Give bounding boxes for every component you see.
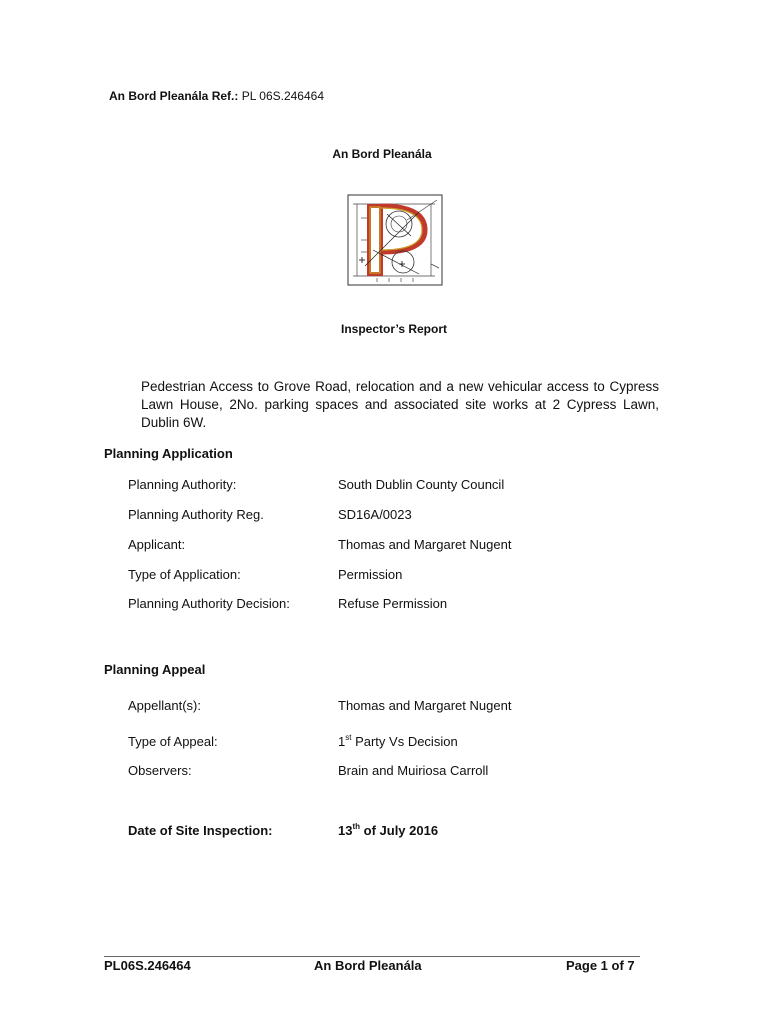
- row-label: Planning Authority Decision:: [128, 596, 290, 611]
- reference-line: [109, 89, 324, 103]
- row-value: Thomas and Margaret Nugent: [338, 537, 512, 552]
- row-label: Planning Authority:: [128, 477, 237, 492]
- planning-application-heading: Planning Application: [104, 446, 233, 461]
- appeal-party-suffix: st: [345, 733, 352, 742]
- inspection-date-rest: of July 2016: [360, 823, 439, 838]
- row-value: SD16A/0023: [338, 507, 412, 522]
- row-label: Observers:: [128, 763, 192, 778]
- row-value: Thomas and Margaret Nugent: [338, 698, 512, 713]
- development-description: Pedestrian Access to Grove Road, relocation and a new vehicular access to Cypress Lawn House, 2No. parking spaces and associated site works at 2 Cypress Lawn, Dublin 6W.: [141, 379, 659, 430]
- row-label: Type of Application:: [128, 567, 241, 582]
- appeal-party-rest: Party Vs Decision: [351, 734, 458, 749]
- inspection-day: 13: [338, 823, 353, 838]
- row-label: Appellant(s):: [128, 698, 201, 713]
- row-label: Date of Site Inspection:: [128, 823, 273, 838]
- row-label: Applicant:: [128, 537, 186, 552]
- reference-label: An Bord Pleanála Ref.:: [109, 89, 239, 103]
- reference-value: PL 06S.246464: [241, 89, 324, 103]
- row-value: Permission: [338, 567, 403, 582]
- board-name: An Bord Pleanála: [332, 147, 432, 161]
- row-label: Type of Appeal:: [128, 734, 218, 749]
- planning-appeal-heading: Planning Appeal: [104, 662, 206, 677]
- row-value: Refuse Permission: [338, 596, 448, 611]
- footer-page-number: Page 1 of 7: [566, 958, 635, 973]
- row-value: Brain and Muiriosa Carroll: [338, 763, 489, 778]
- footer-divider: [104, 956, 640, 957]
- footer-board-name: An Bord Pleanála: [314, 958, 422, 973]
- footer-reference: PL06S.246464: [104, 958, 191, 973]
- report-title: Inspector’s Report: [340, 322, 448, 336]
- appeal-party-number: 1: [338, 734, 346, 749]
- row-value: [338, 734, 458, 749]
- inspection-day-suffix: th: [352, 822, 361, 831]
- an-bord-pleanala-logo-icon: [347, 194, 443, 286]
- row-value: South Dublin County Council: [338, 477, 505, 492]
- row-label: Planning Authority Reg.: [128, 507, 264, 522]
- row-value: [338, 823, 438, 838]
